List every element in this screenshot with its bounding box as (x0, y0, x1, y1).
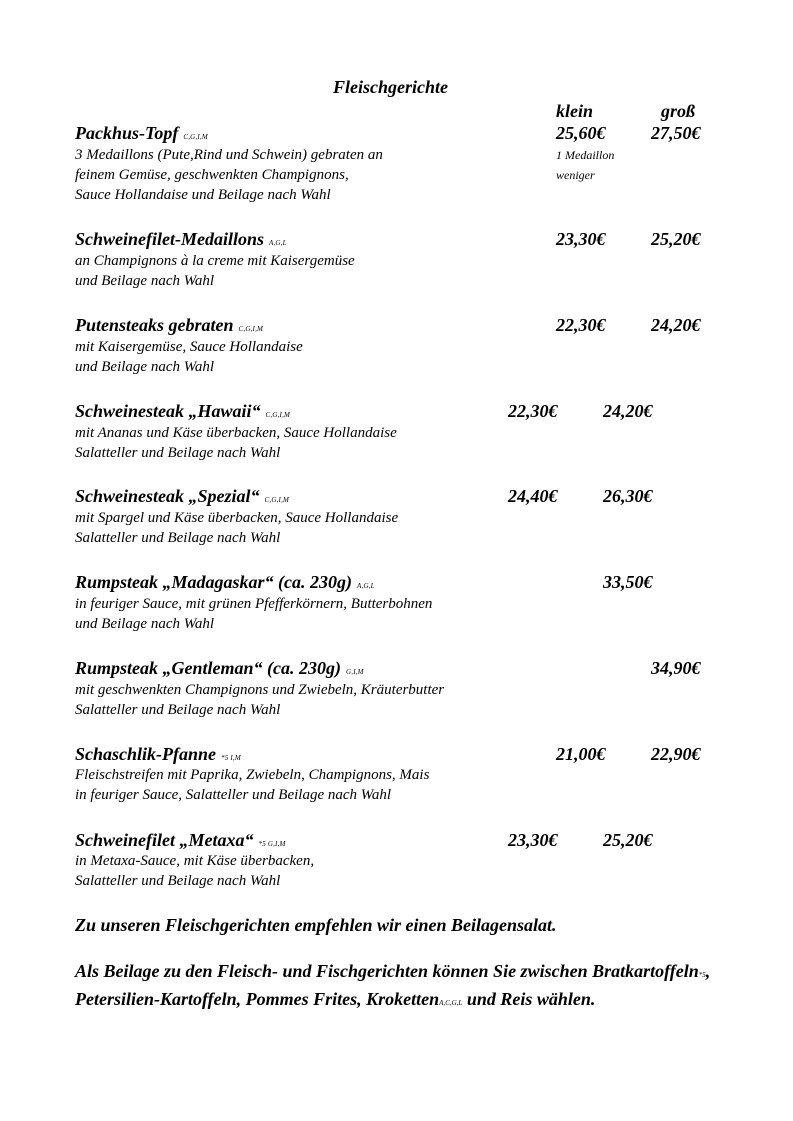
portion-note: 1 Medaillon (556, 148, 615, 162)
allergen-codes: G,I,M (346, 668, 364, 676)
allergen-codes: C,G,I,M (238, 325, 264, 333)
dish-description: Fleischstreifen mit Paprika, Zwiebeln, Champignons, Mais in feuriger Sauce, Salatteller und Beilage nach Wahl (75, 767, 430, 803)
recommendation-text: Zu unseren Fleischgerichten empfehlen wir einen Beilagensalat. (75, 915, 557, 935)
dish-description: in feuriger Sauce, mit grünen Pfefferkörnern, Butterbohnen und Beilage nach Wahl (75, 596, 433, 632)
column-header-klein: klein (556, 101, 594, 121)
allergen-codes: A,G,L (357, 582, 375, 590)
allergen-codes: *5 G,I,M (258, 840, 286, 848)
dish-name: Schweinefilet-Medaillons A,G,L (75, 229, 287, 249)
dish-description: an Champignons à la creme mit Kaisergemüse und Beilage nach Wahl (75, 253, 355, 289)
dish-name: Schaschlik-Pfanne *5 I,M (75, 744, 241, 764)
dish-description: mit Spargel und Käse überbacken, Sauce Hollandaise Salatteller und Beilage nach Wahl (75, 510, 399, 546)
price-klein: 23,30€ (508, 830, 558, 850)
dish-name: Schweinefilet „Metaxa“ *5 G,I,M (75, 830, 286, 850)
dish-description: mit Ananas und Käse überbacken, Sauce Hollandaise Salatteller und Beilage nach Wahl (75, 425, 397, 461)
dish-name: Rumpsteak „Madagaskar“ (ca. 230g) A,G,L (75, 572, 375, 592)
allergen-codes: *5 I,M (221, 754, 241, 762)
allergen-codes: C,G,I,M (264, 496, 290, 504)
dish-description: mit geschwenkten Champignons und Zwiebeln, Kräuterbutter Salatteller und Beilage nach Wahl (75, 682, 445, 718)
allergen-codes: C,G,I,M (183, 133, 208, 141)
dish-name: Schweinesteak „Spezial“ C,G,I,M (75, 486, 290, 506)
price-gross: 24,20€ (651, 315, 701, 335)
dish-description: 3 Medaillons (Pute,Rind und Schwein) gebraten an feinem Gemüse, geschwenkten Champignons, Sauce Hollandaise und Beilage nach Wahl (75, 147, 383, 203)
price-klein: 23,30€ (556, 229, 606, 249)
dish-name: Putensteaks gebraten C,G,I,M (75, 315, 264, 335)
price-klein: 22,30€ (556, 315, 606, 335)
dish-name: Schweinesteak „Hawaii“ C,G,I,M (75, 401, 291, 421)
price-gross: 25,20€ (651, 229, 701, 249)
price-gross: 25,20€ (603, 830, 653, 850)
column-header-gross: groß (661, 101, 696, 121)
dish-description: in Metaxa-Sauce, mit Käse überbacken, Salatteller und Beilage nach Wahl (75, 853, 315, 889)
price-klein: 21,00€ (556, 744, 606, 764)
price-gross: 33,50€ (603, 572, 653, 592)
price-gross: 27,50€ (651, 123, 701, 143)
sides-text: Als Beilage zu den Fleisch- und Fischgerichten können Sie zwischen Bratkartoffeln*5, Petersilien-Kartoffeln, Pommes Frites, KrokettenA,C,G,L und Reis wählen. (75, 961, 711, 1009)
allergen-codes: A,G,L (269, 239, 287, 247)
dish-name: Rumpsteak „Gentleman“ (ca. 230g) G,I,M (75, 658, 364, 678)
price-gross: 34,90€ (651, 658, 701, 678)
portion-note: weniger (556, 168, 595, 182)
price-klein: 25,60€ (556, 123, 606, 143)
dish-name: Packhus-Topf C,G,I,M (75, 123, 208, 143)
price-gross: 26,30€ (603, 486, 653, 506)
price-klein: 22,30€ (508, 401, 558, 421)
dish-description: mit Kaisergemüse, Sauce Hollandaise und Beilage nach Wahl (75, 339, 303, 375)
page-title: Fleischgerichte (333, 77, 448, 97)
price-gross: 22,90€ (651, 744, 701, 764)
allergen-codes: C,G,I,M (265, 411, 291, 419)
price-klein: 24,40€ (508, 486, 558, 506)
price-gross: 24,20€ (603, 401, 653, 421)
